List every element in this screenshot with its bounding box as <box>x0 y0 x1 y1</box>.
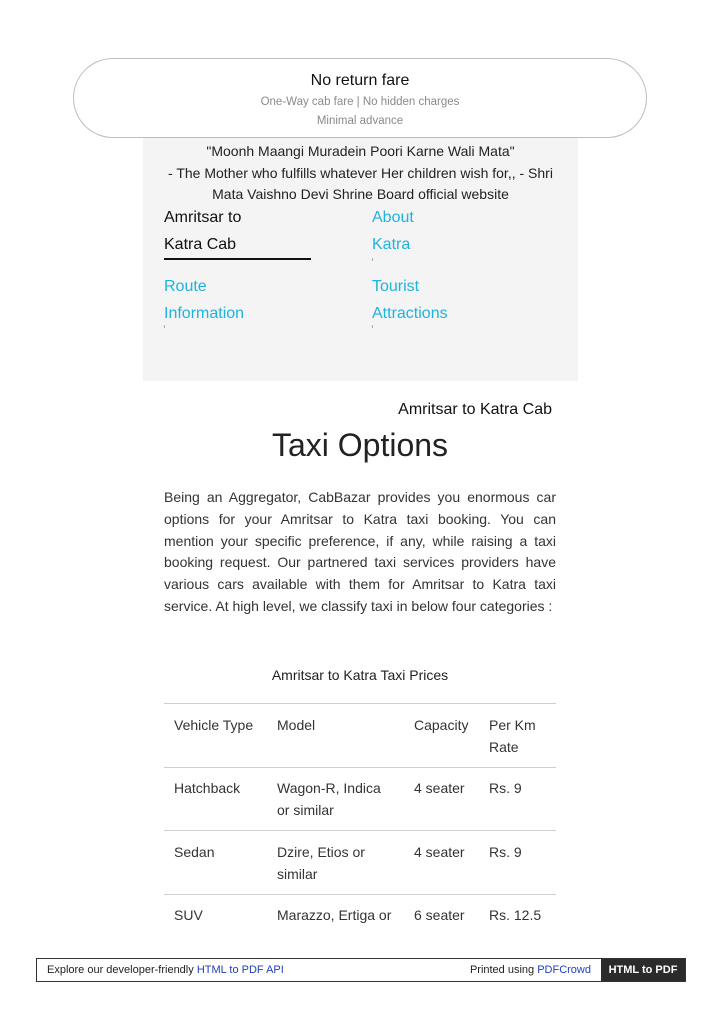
nav-link-label-line1: Tourist <box>372 278 420 295</box>
fare-card <box>73 58 647 138</box>
table-divider <box>164 703 556 704</box>
table-cell-capacity: 4 seater <box>414 780 465 796</box>
pdfcrowd-footer <box>36 958 686 982</box>
table-header-vehicle-type: Vehicle Type <box>174 717 254 733</box>
nav-tab-label-line2: Katra Cab <box>164 236 237 253</box>
table-divider <box>164 767 556 768</box>
nav-link-label-line2: Attractions <box>372 305 448 322</box>
footer-left-label: Explore our developer-friendly <box>47 964 197 976</box>
nav-tab-amritsar-katra-cab[interactable] <box>164 204 241 258</box>
footer-right-text <box>470 964 591 976</box>
table-divider <box>164 894 556 895</box>
table-header-model: Model <box>277 717 316 733</box>
table-cell-model: Wagon-R, Indica or similar <box>277 780 381 818</box>
table-cell-model: Dzire, Etios or similar <box>277 844 365 882</box>
table-cell-capacity: 4 seater <box>414 844 465 860</box>
table-cell-capacity: 6 seater <box>414 907 465 923</box>
nav-link-label-line2: Information <box>164 305 245 322</box>
table-cell-rate: Rs. 12.5 <box>489 907 542 923</box>
table-cell-rate: Rs. 9 <box>489 780 522 796</box>
html-to-pdf-api-link[interactable]: HTML to PDF API <box>196 964 284 976</box>
section-subheading: Amritsar to Katra Cab <box>398 401 552 418</box>
table-divider <box>164 830 556 831</box>
nav-link-label-line1: About <box>372 209 414 226</box>
nav-link-label-line1: Route <box>164 278 207 295</box>
table-cell-rate: Rs. 9 <box>489 844 522 860</box>
nav-link-label-line2: Katra <box>372 236 411 253</box>
table-cell-model: Marazzo, Ertiga or <box>277 907 392 923</box>
table-cell-vehicle-type: Hatchback <box>174 780 241 796</box>
tab-marker <box>372 258 373 261</box>
footer-right-label: Printed using <box>469 964 538 976</box>
table-header-per-km-rate: Per Km Rate <box>489 717 536 755</box>
nav-link-tourist-attractions[interactable] <box>372 273 448 327</box>
quote-line-2: - The Mother who fulfills whatever Her children wish for,, - Shri <box>168 165 553 181</box>
quote-line-1: "Moonh Maangi Muradein Poori Karne Wali Mata" <box>206 143 515 159</box>
tab-marker <box>372 325 373 328</box>
footer-left-text <box>47 964 284 976</box>
section-title: Taxi Options <box>271 427 449 463</box>
table-header-capacity: Capacity <box>414 717 469 733</box>
quote-line-3: Mata Vaishno Devi Shrine Board official website <box>212 186 509 202</box>
fare-subtitle-advance: Minimal advance <box>316 115 404 127</box>
nav-link-route-information[interactable] <box>164 273 244 327</box>
fare-title: No return fare <box>310 72 410 89</box>
fare-subtitle: One-Way cab fare | No hidden charges <box>260 96 460 108</box>
intro-paragraph: Being an Aggregator, CabBazar provides you enormous car options for your Amritsar to Katra taxi booking. You can mention your specific preference, if any, while raising a taxi booking request. Our partnered taxi services providers have various cars available with them for Amritsar to Katra taxi service. At high level, we classify taxi in below four categories : <box>164 489 556 614</box>
nav-tab-label-line1: Amritsar to <box>164 209 242 226</box>
table-cell-vehicle-type: SUV <box>174 907 203 923</box>
nav-link-about-katra[interactable] <box>372 204 414 258</box>
tab-marker <box>164 325 165 328</box>
html-to-pdf-button[interactable]: HTML to PDF <box>601 959 685 981</box>
table-caption: Amritsar to Katra Taxi Prices <box>271 667 449 683</box>
pdfcrowd-link[interactable]: PDFCrowd <box>537 964 591 976</box>
table-cell-vehicle-type: Sedan <box>174 844 215 860</box>
active-tab-underline <box>164 258 311 260</box>
